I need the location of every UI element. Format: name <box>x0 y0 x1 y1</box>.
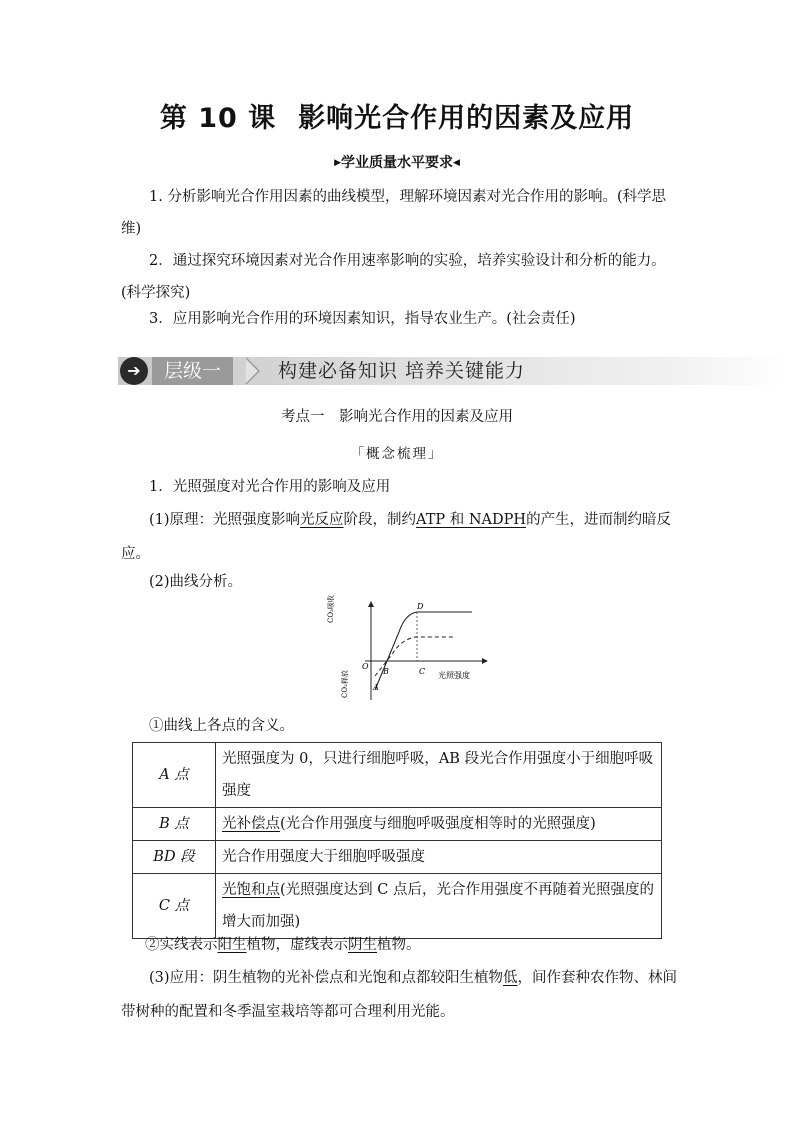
y-bottom-label: CO₂释放 <box>341 670 349 698</box>
table-cell-key: C 点 <box>133 874 216 939</box>
level-label: 层级一 <box>152 357 233 385</box>
point-label-b: B <box>383 667 389 676</box>
triangle-right-icon: ▶ <box>334 158 341 168</box>
table-cell-key: B 点 <box>133 808 216 841</box>
kaodian-title: 考点一 影响光合作用的因素及应用 <box>281 409 513 425</box>
table-cell-value: 光补偿点(光合作用强度与细胞呼吸强度相等时的光照强度) <box>216 808 662 841</box>
arrow-right-icon: ➔ <box>120 357 148 385</box>
lesson-topic: 影响光合作用的因素及应用 <box>298 103 635 134</box>
blank-answer: 光反应 <box>300 512 344 528</box>
light-intensity-curve-figure <box>327 595 495 703</box>
x-axis-label: 光照强度 <box>438 671 470 680</box>
triangle-left-icon: ◀ <box>453 158 460 168</box>
meaning-label: ①曲线上各点的含义。 <box>149 718 294 734</box>
table-row <box>133 743 662 808</box>
points-meaning-table <box>132 742 662 939</box>
y-top-label: CO₂吸收 <box>327 595 335 623</box>
table-row <box>133 841 662 874</box>
point-label-c: C <box>419 667 426 676</box>
requirements-heading: ▶学业质量水平要求◀ <box>334 155 460 171</box>
point-label-a: A <box>373 683 379 692</box>
requirement-item-1: 1. 分析影响光合作用因素的曲线模型，理解环境因素对光合作用的影响。(科学思维) <box>121 189 667 237</box>
point-label-d: D <box>417 602 424 611</box>
requirement-item-3: 3．应用影响光合作用的环境因素知识，指导农业生产。(社会责任) <box>149 311 576 327</box>
table-cell-value: 光照强度为 0，只进行细胞呼吸，AB 段光合作用强度小于细胞呼吸强度 <box>216 743 662 808</box>
lesson-number: 第 10 课 <box>159 103 277 134</box>
requirement-item-2: 2．通过探究环境因素对光合作用速率影响的实验，培养实验设计和分析的能力。(科学探究) <box>121 253 666 301</box>
curve-analysis-label: (2)曲线分析。 <box>149 574 243 590</box>
lesson-title <box>0 96 794 135</box>
table-cell-value: 光合作用强度大于细胞呼吸强度 <box>216 841 662 874</box>
solid-dashed-line-note: ②实线表示阳生植物，虚线表示阴生植物。 <box>145 937 421 953</box>
application-paragraph: (3)应用：阴生植物的光补偿点和光饱和点都较阳生植物低，间作套种农作物、林间带树种的配置和冬季温室栽培等都可合理利用光能。 <box>121 970 678 1020</box>
point-1-heading: 1．光照强度对光合作用的影响及应用 <box>149 479 391 495</box>
concept-heading: 「概念梳理」 <box>350 446 444 462</box>
banner-text: 构建必备知识 培养关键能力 <box>278 360 526 382</box>
blank-answer: ATP 和 NADPH <box>416 512 527 528</box>
table-cell-key: BD 段 <box>133 841 216 874</box>
table-cell-key: A 点 <box>133 743 216 808</box>
level-banner <box>118 355 788 387</box>
table-cell-value: 光饱和点(光照强度达到 C 点后，光合作用强度不再随着光照强度的增大而加强) <box>216 874 662 939</box>
table-row <box>133 808 662 841</box>
point-label-o: O <box>362 662 369 671</box>
principle-paragraph: (1)原理：光照强度影响光反应阶段，制约ATP 和 NADPH的产生，进而制约暗反应。 <box>121 512 672 562</box>
